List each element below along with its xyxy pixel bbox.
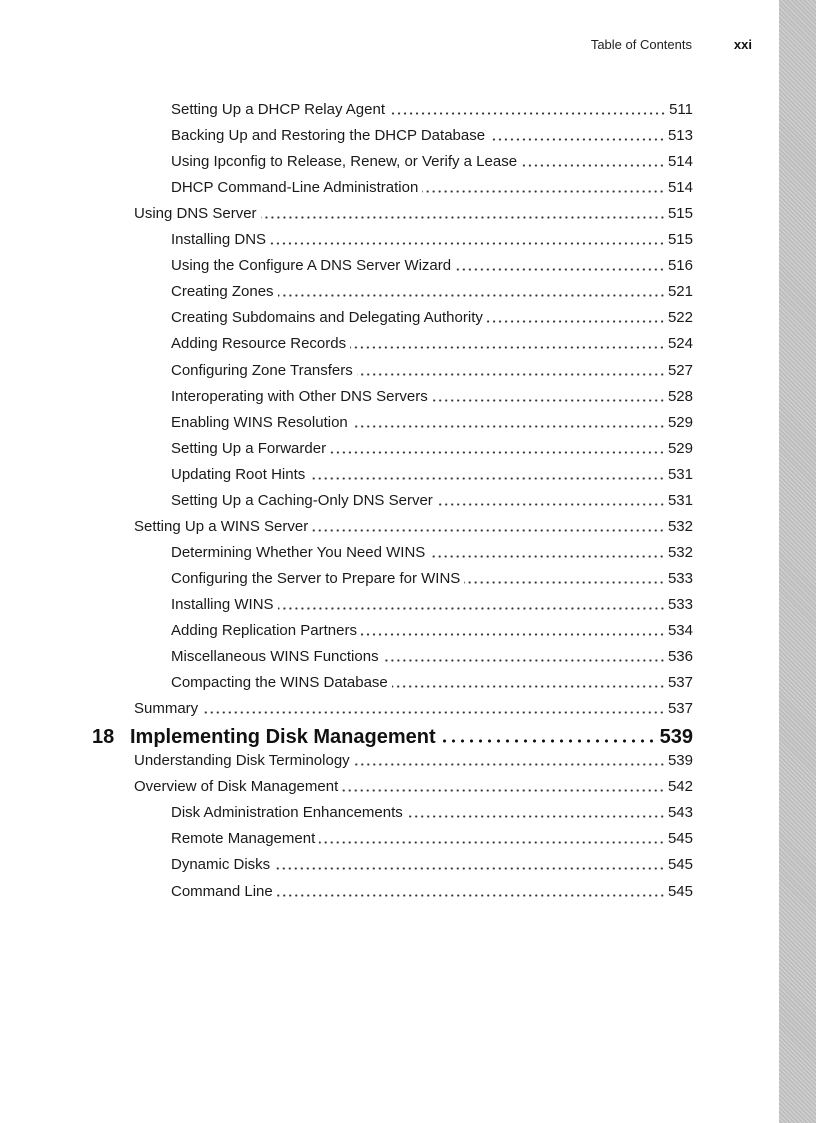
entry-title: Installing WINS <box>171 596 274 613</box>
entry-page: 516 <box>667 257 693 274</box>
dot-leader <box>464 581 665 584</box>
entry-title: Using Ipconfig to Release, Renew, or Verify a Lease <box>171 153 518 170</box>
entry-title: Dynamic Disks <box>171 856 271 873</box>
dot-leader <box>389 112 666 115</box>
entry-title: Using the Configure A DNS Server Wizard <box>171 257 452 274</box>
toc-subsection-entry[interactable] <box>171 252 693 276</box>
entry-title: Backing Up and Restoring the DHCP Database <box>171 127 486 144</box>
dot-leader <box>278 607 665 610</box>
entry-page: 533 <box>667 570 693 587</box>
entry-title: Configuring Zone Transfers <box>171 362 353 379</box>
entry-page: 545 <box>667 856 693 873</box>
toc-section-entry[interactable] <box>134 695 693 719</box>
dot-leader <box>319 841 665 844</box>
entry-page: 529 <box>667 440 693 457</box>
toc-subsection-entry[interactable] <box>171 357 693 381</box>
chapter-page: 539 <box>659 726 693 748</box>
entry-page: 511 <box>669 101 693 118</box>
dot-leader <box>342 789 665 792</box>
chapter-entry[interactable] <box>92 719 693 749</box>
toc-subsection-entry[interactable] <box>171 122 693 146</box>
toc-subsection-entry[interactable] <box>171 878 693 902</box>
dot-leader <box>202 711 665 714</box>
entry-page: 543 <box>667 804 693 821</box>
entry-title: Disk Administration Enhancements <box>171 804 403 821</box>
dot-leader <box>274 867 665 870</box>
dot-leader <box>277 894 665 897</box>
entry-page: 515 <box>667 205 693 222</box>
entry-title: Installing DNS <box>171 231 267 248</box>
toc-subsection-entry[interactable] <box>171 851 693 875</box>
dot-leader <box>330 451 665 454</box>
entry-title: Miscellaneous WINS Functions <box>171 648 379 665</box>
entry-title: Determining Whether You Need WINS <box>171 544 426 561</box>
entry-title: Adding Resource Records <box>171 335 347 352</box>
entry-page: 532 <box>667 544 693 561</box>
page-edge-strip <box>779 0 816 1123</box>
dot-leader <box>261 216 665 219</box>
entry-page: 537 <box>667 674 693 691</box>
entry-page: 514 <box>667 179 693 196</box>
toc-section-entry[interactable] <box>134 747 693 771</box>
dot-leader <box>392 685 665 688</box>
dot-leader <box>383 659 665 662</box>
entry-page: 534 <box>667 622 693 639</box>
entry-title: Interoperating with Other DNS Servers <box>171 388 428 405</box>
entry-page: 522 <box>667 309 693 326</box>
entry-page: 531 <box>667 492 693 509</box>
entry-title: Compacting the WINS Database <box>171 674 388 691</box>
chapter-number: 18 <box>92 726 115 748</box>
toc-subsection-entry[interactable] <box>171 617 693 641</box>
toc-subsection-entry[interactable] <box>171 643 693 667</box>
dot-leader <box>312 529 665 532</box>
entry-page: 533 <box>667 596 693 613</box>
dot-leader <box>422 190 665 193</box>
entry-title: Setting Up a DHCP Relay Agent <box>171 101 386 118</box>
dot-leader <box>270 242 665 245</box>
entry-page: 539 <box>667 752 693 769</box>
dot-leader <box>309 477 665 480</box>
toc-section-entry[interactable] <box>134 773 693 797</box>
dot-leader <box>487 320 665 323</box>
dot-leader <box>442 739 656 743</box>
entry-page: 545 <box>667 883 693 900</box>
entry-page: 513 <box>667 127 693 144</box>
toc-subsection-entry[interactable] <box>171 565 693 589</box>
toc-subsection-entry[interactable] <box>171 799 693 823</box>
dot-leader <box>437 503 665 506</box>
toc-subsection-entry[interactable] <box>171 226 693 250</box>
dot-leader <box>352 425 665 428</box>
entry-title: Setting Up a Caching-Only DNS Server <box>171 492 433 509</box>
dot-leader <box>350 346 665 349</box>
entry-title: Understanding Disk Terminology <box>134 752 350 769</box>
entry-title: Adding Replication Partners <box>171 622 357 639</box>
entry-page: 521 <box>667 283 693 300</box>
entry-title: Setting Up a Forwarder <box>171 440 327 457</box>
entry-page: 545 <box>667 830 693 847</box>
dot-leader <box>455 268 665 271</box>
dot-leader <box>407 815 665 818</box>
running-head <box>0 37 752 55</box>
entry-page: 524 <box>667 335 693 352</box>
toc-subsection-entry[interactable] <box>171 409 693 433</box>
entry-title: Updating Root Hints <box>171 466 306 483</box>
entry-title: Command Line <box>171 883 273 900</box>
chapter-title: Implementing Disk Management <box>130 726 436 748</box>
entry-page: 515 <box>667 231 693 248</box>
dot-leader <box>521 164 665 167</box>
entry-page: 528 <box>667 388 693 405</box>
toc-section-entry[interactable] <box>134 513 693 537</box>
dot-leader <box>489 138 665 141</box>
dot-leader <box>361 633 665 636</box>
toc-subsection-entry[interactable] <box>171 669 693 693</box>
dot-leader <box>429 555 665 558</box>
entry-title: DHCP Command-Line Administration <box>171 179 419 196</box>
toc-subsection-entry[interactable] <box>171 435 693 459</box>
entry-page: 537 <box>667 700 693 717</box>
entry-page: 532 <box>667 518 693 535</box>
entry-title: Configuring the Server to Prepare for WINS <box>171 570 461 587</box>
entry-page: 527 <box>667 362 693 379</box>
dot-leader <box>357 373 665 376</box>
dot-leader <box>432 399 665 402</box>
dot-leader <box>278 294 665 297</box>
dot-leader <box>354 763 665 766</box>
entry-title: Setting Up a WINS Server <box>134 518 309 535</box>
toc-subsection-entry[interactable] <box>171 383 693 407</box>
toc-subsection-entry[interactable] <box>171 96 693 120</box>
entry-title: Enabling WINS Resolution <box>171 414 348 431</box>
entry-title: Summary <box>134 700 199 717</box>
entry-page: 514 <box>667 153 693 170</box>
entry-page: 536 <box>667 648 693 665</box>
entry-page: 531 <box>667 466 693 483</box>
entry-title: Creating Subdomains and Delegating Authority <box>171 309 483 326</box>
entry-title: Remote Management <box>171 830 316 847</box>
toc-subsection-entry[interactable] <box>171 461 693 485</box>
toc-subsection-entry[interactable] <box>171 278 693 302</box>
entry-title: Creating Zones <box>171 283 274 300</box>
toc-subsection-entry[interactable] <box>171 487 693 511</box>
entry-page: 529 <box>667 414 693 431</box>
entry-title: Overview of Disk Management <box>134 778 339 795</box>
toc-subsection-entry[interactable] <box>171 330 693 354</box>
toc-subsection-entry[interactable] <box>171 148 693 172</box>
toc-subsection-entry[interactable] <box>171 825 693 849</box>
toc-subsection-entry[interactable] <box>171 304 693 328</box>
toc-subsection-entry[interactable] <box>171 539 693 563</box>
toc-section-entry[interactable] <box>134 200 693 224</box>
entry-title: Using DNS Server <box>134 205 257 222</box>
entry-page: 542 <box>667 778 693 795</box>
roman-page-number: xxi <box>733 37 752 52</box>
running-head-title: Table of Contents <box>590 37 692 52</box>
toc-subsection-entry[interactable] <box>171 174 693 198</box>
toc-subsection-entry[interactable] <box>171 591 693 615</box>
